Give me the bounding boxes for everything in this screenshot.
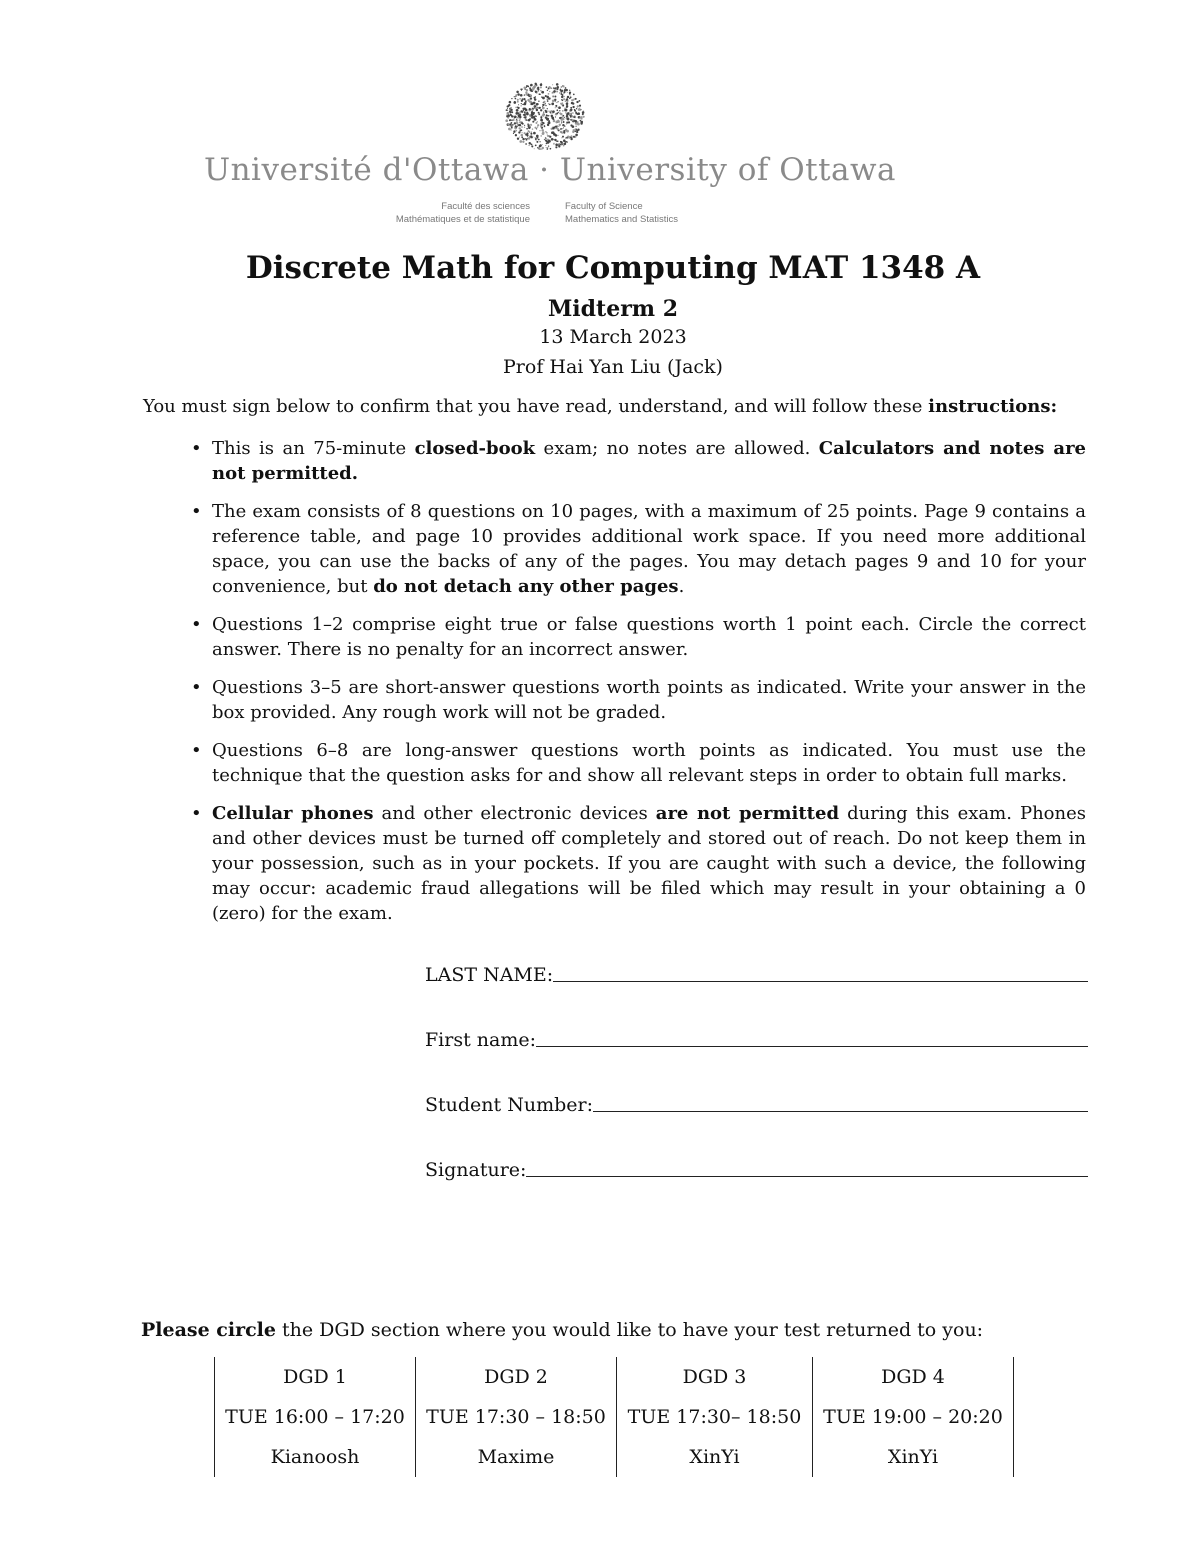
instruction-text: Questions 6–8 are long-answer questions worth points as indicated. You must use the technique that the question asks for and show all relevant steps in order to obtain full marks. (212, 740, 1086, 786)
sign-intro-bold: instructions: (928, 396, 1058, 417)
dgd-section-table (214, 1357, 1014, 1477)
exam-subtitle: Midterm 2 (547, 296, 679, 322)
signature-line[interactable] (526, 1175, 1088, 1177)
dgd-4-name[interactable]: DGD 4 (813, 1357, 1014, 1397)
dgd-prompt (141, 1319, 983, 1341)
dgd-prompt-bold: Please circle (141, 1319, 276, 1341)
instruction-item (190, 612, 1086, 662)
student-number-field[interactable] (425, 1094, 1088, 1116)
student-number-line[interactable] (593, 1110, 1088, 1112)
dgd-1-name[interactable]: DGD 1 (215, 1357, 416, 1397)
instruction-text: during this exam. Phones and other devices must be turned off completely and stored out of reach. Do not keep them in your possession, such as in your pockets. If you are caught with such a device, the following may occur: academic fraud allegations will be filed which may result in your obtaining a 0 (zero) for the exam. (212, 803, 1086, 924)
instruction-item (190, 675, 1086, 725)
dgd-2-name[interactable]: DGD 2 (416, 1357, 617, 1397)
dgd-3-time[interactable]: TUE 17:30– 18:50 (617, 1397, 813, 1437)
dgd-time-row (215, 1397, 1014, 1437)
faculty-en-line-2: Mathematics and Statistics (565, 214, 678, 225)
instruction-text: and other electronic devices (373, 803, 656, 824)
instruction-bold: do not detach any other pages (373, 576, 679, 597)
faculty-en-line-1: Faculty of Science (565, 201, 643, 212)
signature-label: Signature: (425, 1159, 527, 1181)
faculty-name-french (335, 200, 530, 226)
student-number-label: Student Number: (425, 1094, 593, 1116)
exam-date: 13 March 2023 (539, 326, 687, 348)
faculty-name-english (565, 200, 765, 226)
instruction-text: exam; no notes are allowed. (535, 438, 819, 459)
instruction-item (190, 801, 1086, 926)
instruction-item (190, 436, 1086, 486)
instruction-text: Questions 3–5 are short-answer questions worth points as indicated. Write your answer in the box provided. Any rough work will not be graded. (212, 677, 1086, 723)
signature-field[interactable] (425, 1159, 1088, 1181)
dgd-1-ta[interactable]: Kianoosh (215, 1437, 416, 1477)
instruction-text: The exam consists of 8 questions on 10 pages, with a maximum of 25 points. Page 9 contains a reference table, and page 10 provides additional work space. If you need more additional space, you can use the backs of any of the pages. You may detach pages 9 and 10 for your convenience, but (212, 501, 1086, 597)
faculty-fr-line-2: Mathématiques et de statistique (395, 214, 530, 225)
faculty-fr-line-1: Faculté des sciences (441, 201, 530, 212)
instruction-item (190, 738, 1086, 788)
sign-intro (143, 396, 1093, 417)
instruction-bold: closed-book (414, 438, 536, 459)
university-seal-logo (500, 76, 590, 154)
instruction-text: This is an 75-minute (212, 438, 415, 459)
dgd-prompt-text: the DGD section where you would like to have your test returned to you: (275, 1319, 984, 1341)
professor-name: Prof Hai Yan Liu (Jack) (503, 356, 723, 378)
first-name-field[interactable] (425, 1029, 1088, 1051)
instruction-bold: are not permitted (655, 803, 840, 824)
last-name-field[interactable] (425, 964, 1088, 986)
dgd-4-ta[interactable]: XinYi (813, 1437, 1014, 1477)
instruction-bold: Calculators and notes are not permitted. (212, 438, 1087, 484)
university-wordmark: Université d'Ottawa · University of Ottawa (203, 152, 897, 188)
instruction-text: Questions 1–2 comprise eight true or false questions worth 1 point each. Circle the correct answer. There is no penalty for an incorrect answer. (212, 614, 1086, 660)
instruction-text: . (678, 576, 685, 597)
last-name-line[interactable] (553, 980, 1088, 982)
sign-intro-text: You must sign below to confirm that you have read, understand, and will follow these (143, 396, 929, 417)
last-name-label: LAST NAME: (425, 964, 554, 986)
first-name-line[interactable] (536, 1045, 1088, 1047)
instruction-item (190, 499, 1086, 599)
dgd-ta-row (215, 1437, 1014, 1477)
dgd-2-ta[interactable]: Maxime (416, 1437, 617, 1477)
dgd-4-time[interactable]: TUE 19:00 – 20:20 (813, 1397, 1014, 1437)
instruction-bold: Cellular phones (212, 803, 374, 824)
dgd-1-time[interactable]: TUE 16:00 – 17:20 (215, 1397, 416, 1437)
exam-title: Discrete Math for Computing MAT 1348 A (245, 250, 981, 286)
instructions-list (190, 436, 1086, 939)
dgd-name-row (215, 1357, 1014, 1397)
dgd-2-time[interactable]: TUE 17:30 – 18:50 (416, 1397, 617, 1437)
dgd-3-ta[interactable]: XinYi (617, 1437, 813, 1477)
first-name-label: First name: (425, 1029, 536, 1051)
dgd-3-name[interactable]: DGD 3 (617, 1357, 813, 1397)
